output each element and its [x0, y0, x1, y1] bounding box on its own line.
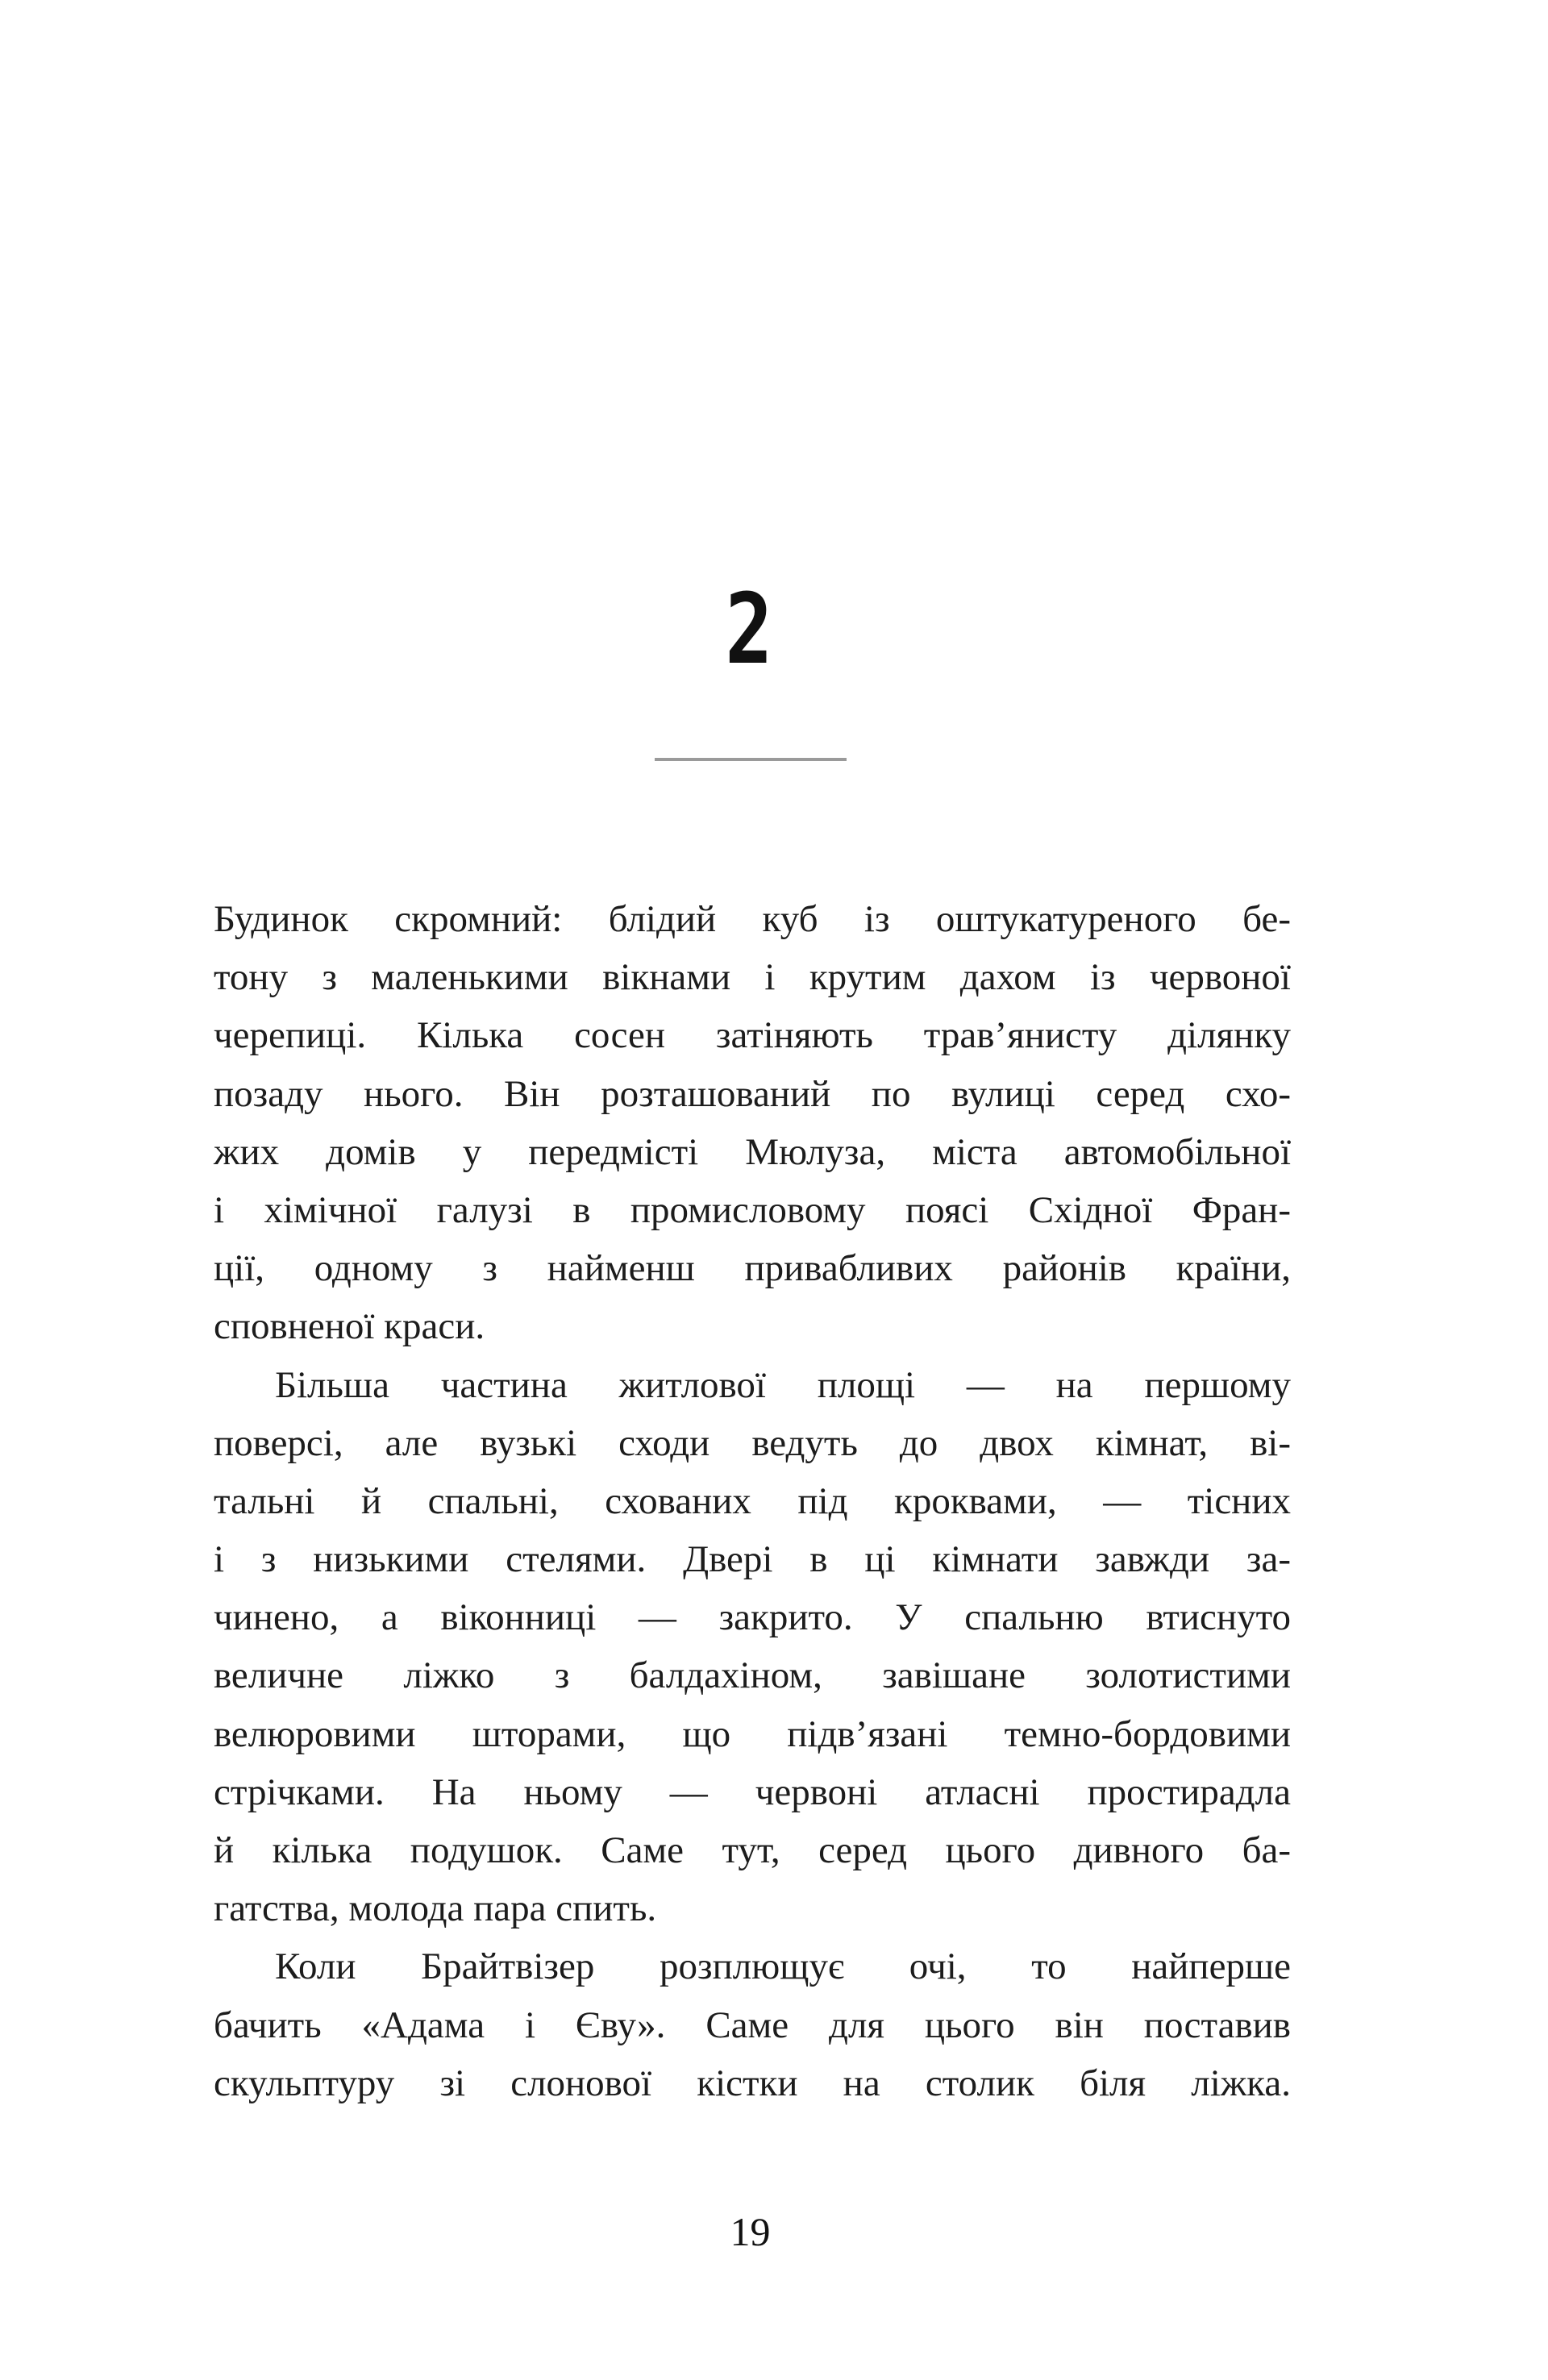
paragraph-end-line: сповненої краси. — [214, 1305, 485, 1348]
text-line: й кілька подушок. Саме тут, серед цього дивного ба- — [214, 1829, 1291, 1871]
paragraph-start-line: Більша частина житлової площі — на першому — [275, 1363, 1291, 1406]
text-line: велюровими шторами, що підв’язані темно-бордовими — [214, 1712, 1291, 1755]
text-line: Будинок скромний: блідий куб із оштукатуреного бе- — [214, 898, 1291, 940]
text-line: бачить «Адама і Єву». Саме для цього він поставив — [214, 2003, 1291, 2046]
chapter-body-text — [214, 890, 1291, 2112]
text-line: величне ліжко з балдахіном, завішане золотистими — [214, 1654, 1291, 1697]
chapter-divider-rule — [655, 758, 847, 761]
paragraph-start-line: Коли Брайтвізер розплющує очі, то найперше — [275, 1945, 1291, 1988]
text-line: тону з маленькими вікнами і крутим дахом із червоної — [214, 956, 1291, 999]
text-line: поверсі, але вузькі сходи ведуть до двох кімнат, ві- — [214, 1421, 1291, 1464]
text-line: ції, одному з найменш привабливих районів країни, — [214, 1247, 1291, 1290]
page-number: 19 — [730, 2209, 771, 2254]
text-line: чинено, а віконниці — закрито. У спальню втиснуто — [214, 1596, 1291, 1639]
text-line: тальні й спальні, схованих під кроквами, — тісних — [214, 1479, 1291, 1522]
paragraph-end-line: гатства, молода пара спить. — [214, 1887, 657, 1930]
text-line: черепиці. Кілька сосен затіняють трав’янисту ділянку — [214, 1014, 1291, 1057]
chapter-number: 2 — [725, 574, 773, 686]
text-line: скульптуру зі слонової кістки на столик біля ліжка. — [214, 2062, 1291, 2104]
text-line: і з низькими стелями. Двері в ці кімнати завжди за- — [214, 1538, 1291, 1581]
text-line: і хімічної галузі в промисловому поясі Східної Фран- — [214, 1188, 1291, 1231]
text-line: стрічками. На ньому — червоні атласні простирадла — [214, 1770, 1291, 1813]
text-line: жих домів у передмісті Мюлуза, міста автомобільної — [214, 1130, 1291, 1173]
text-line: позаду нього. Він розташований по вулиці серед схо- — [214, 1072, 1291, 1115]
